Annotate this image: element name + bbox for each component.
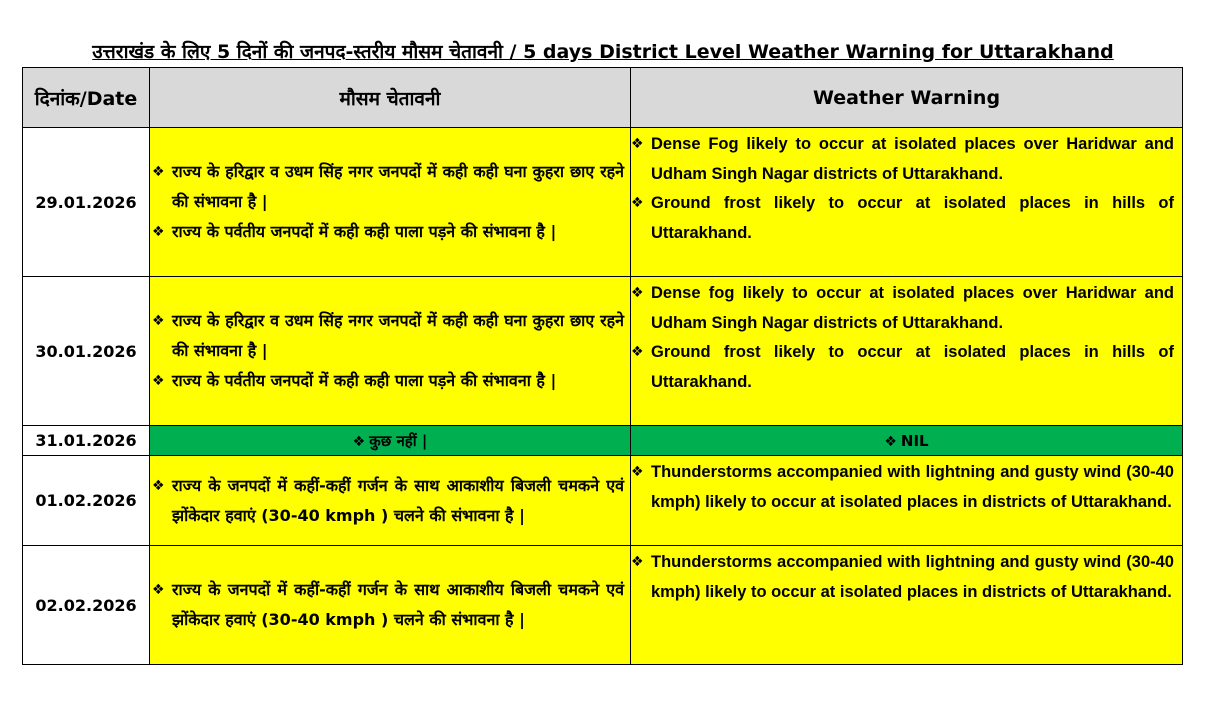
hindi-nil-cell [150, 426, 631, 456]
diamond-bullet-icon: ❖ [631, 136, 644, 152]
list-item [150, 217, 630, 247]
table-row [23, 277, 1183, 426]
diamond-bullet-icon: ❖ [352, 433, 366, 450]
diamond-bullet-icon: ❖ [631, 285, 644, 301]
header-hindi: मौसम चेतावनी [150, 68, 631, 128]
english-warning-text: Dense fog likely to occur at isolated places over Haridwar and Udham Singh Nagar districts of Uttarakhand. [651, 284, 1174, 332]
diamond-bullet-icon: ❖ [631, 464, 644, 480]
date-cell: 29.01.2026 [23, 128, 150, 277]
english-nil-cell [631, 426, 1183, 456]
header-english: Weather Warning [631, 68, 1183, 128]
table-row [23, 456, 1183, 546]
list-item [631, 338, 1182, 397]
english-warning-text: Thunderstorms accompanied with lightning and gusty wind (30-40 kmph) likely to occur at isolated places in districts of Uttarakhand. [651, 553, 1174, 601]
list-item [631, 279, 1182, 338]
list-item [150, 157, 630, 217]
hindi-warning-cell [150, 456, 631, 546]
diamond-bullet-icon: ❖ [152, 373, 165, 389]
hindi-nil-text: कुछ नहीं | [369, 431, 428, 450]
diamond-bullet-icon: ❖ [631, 554, 644, 570]
hindi-warning-text: राज्य के हरिद्वार व उधम सिंह नगर जनपदों में कही कही घना कुहरा छाए रहने की संभावना है | [172, 311, 624, 360]
table-row [23, 546, 1183, 665]
hindi-warning-text: राज्य के पर्वतीय जनपदों में कही कही पाला पड़ने की संभावना है | [172, 222, 557, 241]
diamond-bullet-icon: ❖ [631, 344, 644, 360]
english-warning-cell [631, 277, 1183, 426]
english-warning-text: Ground frost likely to occur at isolated places in hills of Uttarakhand. [651, 343, 1174, 391]
diamond-bullet-icon: ❖ [152, 477, 165, 494]
header-row [23, 68, 1183, 128]
header-date: दिनांक/Date [23, 68, 150, 128]
list-item [150, 366, 630, 396]
hindi-warning-cell [150, 128, 631, 277]
page-title: उत्तराखंड के लिए 5 दिनों की जनपद-स्तरीय मौसम चेतावनी / 5 days District Level Weather Warning for Uttarakhand [92, 41, 1114, 63]
table-row [23, 426, 1183, 456]
date-cell: 31.01.2026 [23, 426, 150, 456]
list-item [150, 471, 630, 531]
diamond-bullet-icon: ❖ [631, 195, 644, 211]
list-item [150, 575, 630, 635]
english-warning-text: Thunderstorms accompanied with lightning and gusty wind (30-40 kmph) likely to occur at isolated places in districts of Uttarakhand. [651, 463, 1174, 511]
hindi-warning-text: राज्य के हरिद्वार व उधम सिंह नगर जनपदों में कही कही घना कुहरा छाए रहने की संभावना है | [172, 162, 624, 211]
hindi-warning-text: राज्य के जनपदों में कहीं-कहीं गर्जन के साथ आकाशीय बिजली चमकने एवं झोंकेदार हवाएं (30-40 kmph ) चलने की संभावना है | [172, 475, 624, 525]
diamond-bullet-icon: ❖ [152, 164, 165, 180]
date-cell: 02.02.2026 [23, 546, 150, 665]
hindi-warning-text: राज्य के जनपदों में कहीं-कहीं गर्जन के साथ आकाशीय बिजली चमकने एवं झोंकेदार हवाएं (30-40 kmph ) चलने की संभावना है | [172, 580, 624, 629]
date-cell: 30.01.2026 [23, 277, 150, 426]
hindi-warning-text: राज्य के पर्वतीय जनपदों में कही कही पाला पड़ने की संभावना है | [172, 371, 557, 390]
list-item [631, 548, 1182, 607]
english-warning-cell [631, 128, 1183, 277]
warning-table [22, 67, 1183, 665]
date-cell: 01.02.2026 [23, 456, 150, 546]
diamond-bullet-icon: ❖ [152, 224, 165, 240]
hindi-warning-cell [150, 277, 631, 426]
english-warning-cell [631, 546, 1183, 665]
diamond-bullet-icon: ❖ [152, 582, 165, 598]
english-nil-text: NIL [900, 431, 929, 450]
list-item [150, 306, 630, 366]
english-warning-cell [631, 456, 1183, 546]
table-row [23, 128, 1183, 277]
list-item [631, 130, 1182, 189]
english-warning-text: Dense Fog likely to occur at isolated places over Haridwar and Udham Singh Nagar districts of Uttarakhand. [651, 135, 1174, 183]
diamond-bullet-icon: ❖ [152, 313, 165, 329]
list-item [631, 189, 1182, 248]
hindi-warning-cell [150, 546, 631, 665]
diamond-bullet-icon: ❖ [884, 433, 897, 450]
english-warning-text: Ground frost likely to occur at isolated places in hills of Uttarakhand. [651, 194, 1174, 242]
list-item [631, 458, 1182, 517]
